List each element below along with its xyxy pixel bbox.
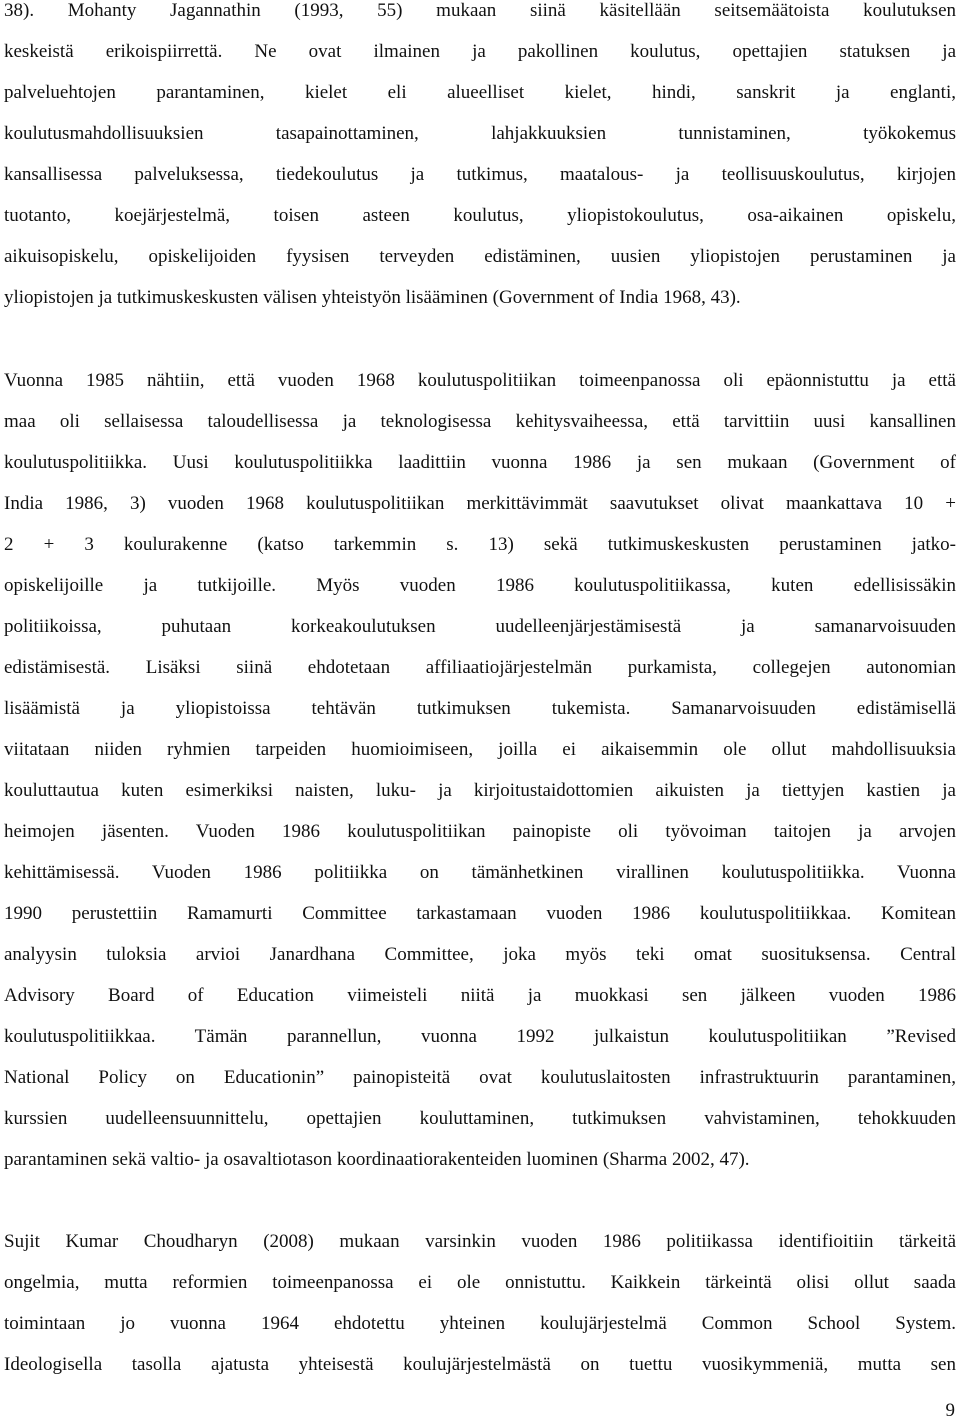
text-line: National Policy on Educationin” painopisteitä ovat koulutuslaitosten infrastruktuurin parantaminen, — [4, 1067, 956, 1088]
text-line: ongelmia, mutta reformien toimeenpanossa ei ole onnistuttu. Kaikkein tärkeintä olisi ollut saada — [4, 1272, 956, 1293]
text-line: parantaminen sekä valtio- ja osavaltiotason koordinaatiorakenteiden luominen (Sharma 2002, 47). — [4, 1149, 750, 1170]
text-line: koulutuspolitiikka. Uusi koulutuspolitiikka laadittiin vuonna 1986 ja sen mukaan (Government of — [4, 452, 956, 473]
text-line: koulutuspolitiikkaa. Tämän parannellun, vuonna 1992 julkaistun koulutuspolitiikan ”Revised — [4, 1026, 956, 1047]
text-line: keskeistä erikoispiirrettä. Ne ovat ilmainen ja pakollinen koulutus, opettajien statuksen ja — [4, 41, 956, 62]
text-line: maa oli sellaisessa taloudellisessa ja teknologisessa kehitysvaiheessa, että tarvittiin uusi kansallinen — [4, 411, 956, 432]
text-line: Advisory Board of Education viimeisteli niitä ja muokkasi sen jälkeen vuoden 1986 — [4, 985, 956, 1006]
text-line: analyysin tuloksia arvioi Janardhana Committee, joka myös teki omat suosituksensa. Central — [4, 944, 956, 965]
text-line: kouluttautua kuten esimerkiksi naisten, luku- ja kirjoitustaidottomien aikuisten ja tiettyjen kastien ja — [4, 780, 956, 801]
text-line: koulutusmahdollisuuksien tasapainottaminen, lahjakkuuksien tunnistaminen, työkokemus — [4, 123, 956, 144]
text-line: lisäämistä ja yliopistoissa tehtävän tutkimuksen tukemista. Samanarvoisuuden edistämisellä — [4, 698, 956, 719]
text-line: kansallisessa palveluksessa, tiedekoulutus ja tutkimus, maatalous- ja teollisuuskoulutus, kirjojen — [4, 164, 956, 185]
text-line: kurssien uudelleensuunnittelu, opettajien kouluttaminen, tutkimuksen vahvistaminen, tehokkuuden — [4, 1108, 956, 1129]
text-line: edistämisestä. Lisäksi siinä ehdotetaan affiliaatiojärjestelmän purkamista, collegejen autonomian — [4, 657, 956, 678]
text-line: viitataan niiden ryhmien tarpeiden huomioimiseen, joilla ei aikaisemmin ole ollut mahdollisuuksia — [4, 739, 956, 760]
paragraph-choudhary — [4, 1230, 956, 1394]
text-line: Sujit Kumar Choudharyn (2008) mukaan varsinkin vuoden 1986 politiikassa identifioitiin tärkeitä — [4, 1231, 956, 1252]
text-line: palveluehtojen parantaminen, kielet eli alueelliset kielet, hindi, sanskrit ja englanti, — [4, 82, 956, 103]
paragraph-policy-1986 — [4, 369, 956, 1189]
text-line: tuotanto, koejärjestelmä, toisen asteen koulutus, yliopistokoulutus, osa-aikainen opiskelu, — [4, 205, 956, 226]
text-line: heimojen jäsenten. Vuoden 1986 koulutuspolitiikan painopiste oli työvoiman taitojen ja arvojen — [4, 821, 956, 842]
text-line: Ideologisella tasolla ajatusta yhteisestä koulujärjestelmästä on tuettu vuosikymmeniä, mutta sen — [4, 1354, 956, 1375]
text-line: 1990 perustettiin Ramamurti Committee tarkastamaan vuoden 1986 koulutuspolitiikkaa. Komitean — [4, 903, 956, 924]
text-line: yliopistojen ja tutkimuskeskusten välisen yhteistyön lisääminen (Government of India 1968, 43). — [4, 287, 741, 308]
text-line: 2 + 3 koulurakenne (katso tarkemmin s. 13) sekä tutkimuskeskusten perustaminen jatko- — [4, 534, 956, 555]
text-line: toimintaan jo vuonna 1964 ehdotettu yhteinen koulujärjestelmä Common School System. — [4, 1313, 956, 1334]
text-line: aikuisopiskelu, opiskelijoiden fyysisen terveyden edistäminen, uusien yliopistojen perustaminen ja — [4, 246, 956, 267]
text-line: kehittämisessä. Vuoden 1986 politiikka on tämänhetkinen virallinen koulutuspolitiikka. Vuonna — [4, 862, 956, 883]
text-line: 38). Mohanty Jagannathin (1993, 55) mukaan siinä käsitellään seitsemäätoista koulutuksen — [4, 0, 956, 21]
text-line: Vuonna 1985 nähtiin, että vuoden 1968 koulutuspolitiikan toimeenpanossa oli epäonnistuttu ja että — [4, 370, 956, 391]
text-line: opiskelijoille ja tutkijoille. Myös vuoden 1986 koulutuspolitiikassa, kuten edellisissäkin — [4, 575, 956, 596]
text-line: India 1986, 3) vuoden 1968 koulutuspolitiikan merkittävimmät saavutukset olivat maankattava 10 + — [4, 493, 956, 514]
text-line: politiikoissa, puhutaan korkeakoulutuksen uudelleenjärjestämisestä ja samanarvoisuuden — [4, 616, 956, 637]
paragraph-mohanty — [4, 0, 956, 327]
page-number: 9 — [945, 1400, 955, 1421]
